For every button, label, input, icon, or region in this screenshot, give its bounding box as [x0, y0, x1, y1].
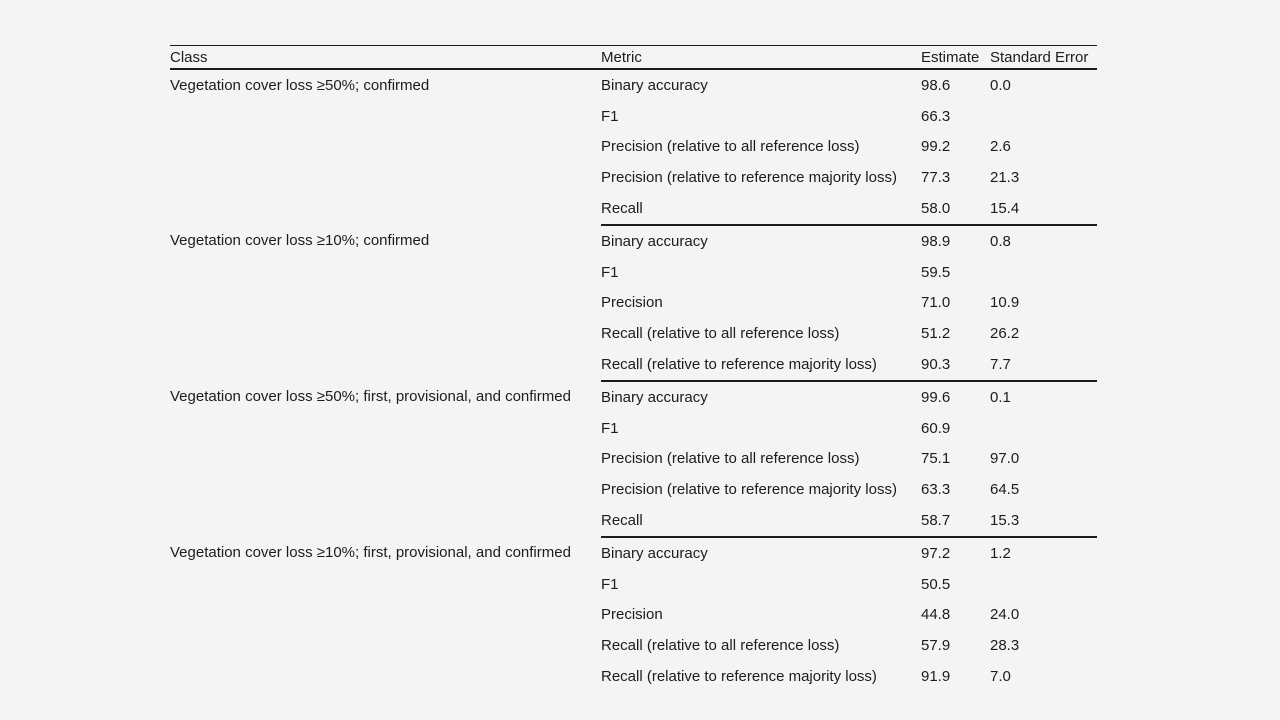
standard-error-cell: 15.3 — [990, 512, 1020, 530]
standard-error-cell: 2.6 — [990, 138, 1011, 156]
metric-cell: Recall — [601, 512, 643, 530]
estimate-cell: 98.6 — [921, 76, 951, 94]
standard-error-cell: 28.3 — [990, 637, 1020, 655]
metric-cell: Precision (relative to all reference loss) — [601, 138, 860, 156]
estimate-cell: 44.8 — [921, 606, 951, 624]
estimate-cell: 66.3 — [921, 107, 951, 125]
estimate-cell: 60.9 — [921, 419, 951, 437]
standard-error-cell — [990, 257, 1097, 288]
metric-cell: Precision (relative to reference majority loss) — [601, 169, 897, 187]
metric-cell: F1 — [601, 107, 619, 125]
metric-cell: Binary accuracy — [601, 537, 921, 569]
table-row — [170, 381, 1097, 413]
estimate-cell: 58.0 — [921, 200, 951, 218]
table-header — [170, 46, 1097, 70]
class-cell: Vegetation cover loss ≥10%; confirmed — [170, 231, 430, 249]
estimate-cell: 71.0 — [921, 294, 951, 312]
standard-error-cell: 7.0 — [990, 668, 1011, 686]
table-row — [170, 537, 1097, 569]
estimate-cell: 91.9 — [921, 668, 951, 686]
standard-error-cell: 21.3 — [990, 169, 1020, 187]
metric-cell: Recall (relative to reference majority loss) — [601, 668, 877, 686]
metric-cell: Recall (relative to all reference loss) — [601, 637, 840, 655]
col-header-class: Class — [170, 48, 208, 66]
metric-cell: Binary accuracy — [601, 381, 921, 413]
col-header-standard-error: Standard Error — [990, 48, 1089, 66]
table-body — [170, 69, 1097, 692]
standard-error-cell: 0.8 — [990, 225, 1097, 257]
metric-cell: Precision — [601, 606, 663, 624]
standard-error-cell — [990, 569, 1097, 600]
metric-cell: Binary accuracy — [601, 225, 921, 257]
standard-error-cell — [990, 413, 1097, 444]
standard-error-cell: 10.9 — [990, 294, 1020, 312]
estimate-cell: 90.3 — [921, 356, 951, 374]
accuracy-assessment-table — [170, 45, 1097, 692]
estimate-cell: 77.3 — [921, 169, 951, 187]
metric-cell: Binary accuracy — [601, 76, 708, 94]
metric-cell: F1 — [601, 419, 619, 437]
table-row — [170, 69, 1097, 101]
standard-error-cell: 7.7 — [990, 356, 1011, 374]
estimate-cell: 50.5 — [921, 575, 951, 593]
estimate-cell: 59.5 — [921, 263, 951, 281]
class-cell: Vegetation cover loss ≥50%; first, provisional, and confirmed — [170, 387, 571, 405]
estimate-cell: 98.9 — [921, 225, 990, 257]
metric-cell: Recall — [601, 200, 643, 218]
class-cell: Vegetation cover loss ≥10%; first, provisional, and confirmed — [170, 543, 571, 561]
table-row — [170, 225, 1097, 257]
estimate-cell: 97.2 — [921, 537, 990, 569]
accuracy-table-container — [170, 45, 1097, 692]
metric-cell: Recall (relative to reference majority loss) — [601, 356, 877, 374]
estimate-cell: 63.3 — [921, 481, 951, 499]
col-header-estimate: Estimate — [921, 48, 980, 66]
estimate-cell: 57.9 — [921, 637, 951, 655]
estimate-cell: 99.2 — [921, 138, 951, 156]
standard-error-cell: 0.0 — [990, 76, 1011, 94]
metric-cell: Recall (relative to all reference loss) — [601, 325, 840, 343]
metric-cell: Precision (relative to reference majority loss) — [601, 481, 897, 499]
standard-error-cell: 15.4 — [990, 200, 1020, 218]
estimate-cell: 58.7 — [921, 512, 951, 530]
class-cell: Vegetation cover loss ≥50%; confirmed — [170, 77, 430, 94]
metric-cell: F1 — [601, 263, 619, 281]
metric-cell: Precision — [601, 294, 663, 312]
standard-error-cell: 24.0 — [990, 606, 1020, 624]
standard-error-cell: 97.0 — [990, 450, 1020, 468]
standard-error-cell: 1.2 — [990, 537, 1097, 569]
metric-cell: Precision (relative to all reference loss) — [601, 450, 860, 468]
standard-error-cell: 26.2 — [990, 325, 1020, 343]
estimate-cell: 99.6 — [921, 381, 990, 413]
col-header-metric: Metric — [601, 48, 642, 66]
header-row — [170, 46, 1097, 70]
standard-error-cell: 0.1 — [990, 381, 1097, 413]
estimate-cell: 51.2 — [921, 325, 951, 343]
estimate-cell: 75.1 — [921, 450, 951, 468]
standard-error-cell — [990, 101, 1097, 132]
standard-error-cell: 64.5 — [990, 481, 1020, 499]
metric-cell: F1 — [601, 575, 619, 593]
